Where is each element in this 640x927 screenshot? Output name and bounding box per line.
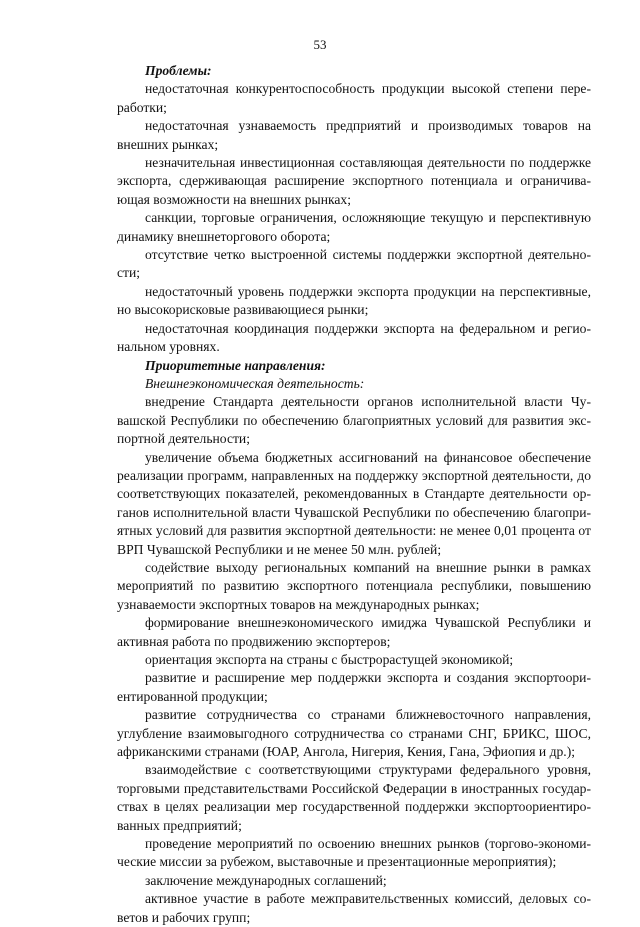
priority-item: развитие и расширение мер поддержки экспорта и создания экспортоориентированной продукции; [117,670,591,704]
problems-heading: Проблемы: [145,63,212,78]
page-number: 53 [313,37,327,52]
page-body [117,62,591,927]
priority-item: внедрение Стандарта деятельности органов исполнительной власти Чувашской Республики по обеспечению благоприятных условий для развития экспортной деятельности; [117,394,591,447]
priority-item: формирование внешнеэкономического имиджа Чувашской Республики и активная работа по продвижению экспортеров; [117,615,591,649]
priorities-subheading: Внешнеэкономическая деятельность: [145,375,365,391]
priority-item: ориентация экспорта на страны с быстрорастущей экономикой; [145,652,514,667]
problem-item: отсутствие четко выстроенной системы поддержки экспортной деятельности; [117,247,591,281]
priority-item: содействие выходу региональных компаний на внешние рынки в рамках мероприятий по развитию экспортного потенциала республики, повышению узнаваемости экспортных товаров на международных рынках; [117,559,591,612]
problem-item: санкции, торговые ограничения, осложняющие текущую и перспективную динамику внешнеторгового оборота; [117,210,591,244]
problem-item: недостаточная узнаваемость предприятий и производимых товаров на внешних рынках; [117,118,591,152]
priority-item: заключение международных соглашений; [145,872,387,888]
priority-item: взаимодействие с соответствующими структурами федерального уровня, торговыми представительствами Российской Федерации в иностранных государствах в целях реализации мер государственной поддержки экспортоориентированных предприятий; [117,762,591,833]
priority-item: увеличение объема бюджетных ассигнований на финансовое обеспечение реализации программ, направленных на поддержку экспортной деятельности, до соответствующих показателей, рекомендованных в Стандарте деятельности органов исполнительной власти Чувашской Республики по обеспечению благоприятных условий для развития экспортной деятельности: не менее 0,01 процента от ВРП Чувашской Республики и не менее 50 млн. рублей; [117,449,591,557]
priorities-heading: Приоритетные направления: [145,357,326,373]
problem-item: недостаточный уровень поддержки экспорта продукции на перспективные, но высокорисковые развивающиеся рынки; [117,283,591,318]
problem-item: недостаточная конкурентоспособность продукции высокой степени переработки; [117,81,591,115]
problem-item: незначительная инвестиционная составляющая деятельности по поддержке экспорта, сдерживающая расширение экспортного потенциала и ограничивающая возможности на внешних рынках; [117,155,591,207]
priority-item: развитие сотрудничества со странами ближневосточного направления, углубление взаимовыгодного сотрудничества со странами СНГ, БРИКС, ШОС, африканскими странами (ЮАР, Ангола, Нигерия, Кения, Гана, Эфиопия и др.); [117,707,591,760]
problem-item: недостаточная координация поддержки экспорта на федеральном и региональном уровнях. [117,320,591,355]
priority-item: активное участие в работе межправительственных комиссий, деловых советов и рабочих групп; [117,891,591,925]
priority-item: проведение мероприятий по освоению внешних рынков (торгово-экономические миссии за рубежом, выставочные и презентационные мероприятия); [117,836,591,870]
